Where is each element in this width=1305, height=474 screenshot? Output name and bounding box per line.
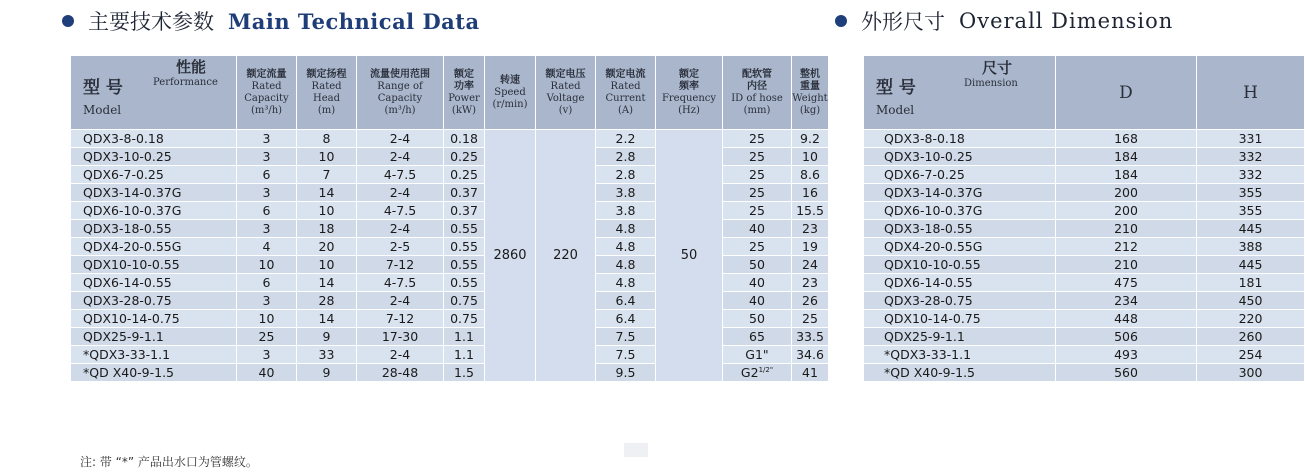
hose-cell bbox=[723, 202, 792, 220]
column-header-unit: (v) bbox=[558, 104, 573, 116]
head-cell: 20 bbox=[297, 238, 357, 256]
model-cell: QDX4-20-0.55G bbox=[71, 238, 237, 256]
h-cell: 260 bbox=[1197, 328, 1305, 346]
capacity-cell: 3 bbox=[237, 220, 297, 238]
hose-value: 65 bbox=[749, 329, 765, 344]
hose-cell bbox=[723, 184, 792, 202]
power-cell: 1.1 bbox=[444, 328, 485, 346]
column-header-en: Speed bbox=[494, 86, 526, 98]
model-cell: QDX3-10-0.25 bbox=[71, 148, 237, 166]
column-header-en: ID of hose bbox=[731, 92, 783, 104]
model-cell: QDX3-8-0.18 bbox=[864, 130, 1056, 148]
capacity-cell: 3 bbox=[237, 148, 297, 166]
current-cell: 3.8 bbox=[596, 202, 656, 220]
column-header-h: H bbox=[1197, 56, 1305, 130]
hose-cell bbox=[723, 220, 792, 238]
power-cell: 1.1 bbox=[444, 346, 485, 364]
column-header-en: Head bbox=[312, 92, 340, 104]
footnote: 注: 带 “*” 产品出水口为管螺纹。 bbox=[80, 455, 258, 469]
table-corner-header: 尺寸 Dimension 型 号 Model bbox=[864, 56, 1056, 130]
weight-cell: 16 bbox=[792, 184, 829, 202]
model-cell: *QDX3-33-1.1 bbox=[71, 346, 237, 364]
table-row bbox=[864, 292, 1305, 310]
column-header-zh: 内径 bbox=[747, 80, 767, 92]
hose-superscript: 1/2" bbox=[758, 365, 774, 374]
column-header-unit: (kW) bbox=[451, 104, 477, 116]
current-cell: 4.8 bbox=[596, 220, 656, 238]
h-cell: 181 bbox=[1197, 274, 1305, 292]
column-header bbox=[357, 56, 444, 130]
capacity-cell: 4 bbox=[237, 238, 297, 256]
h-cell: 331 bbox=[1197, 130, 1305, 148]
head-cell: 14 bbox=[297, 274, 357, 292]
hose-cell bbox=[723, 328, 792, 346]
column-header-en: Capacity bbox=[244, 92, 289, 104]
column-header-zh: 额定 bbox=[679, 68, 699, 80]
range-cell: 2-4 bbox=[357, 148, 444, 166]
model-cell: QDX6-10-0.37G bbox=[864, 202, 1056, 220]
table-row bbox=[864, 238, 1305, 256]
head-cell: 18 bbox=[297, 220, 357, 238]
capacity-cell: 6 bbox=[237, 166, 297, 184]
heading-cn: 主要技术参数 bbox=[88, 10, 214, 34]
head-cell: 33 bbox=[297, 346, 357, 364]
weight-cell: 19 bbox=[792, 238, 829, 256]
weight-cell: 24 bbox=[792, 256, 829, 274]
dimension-table bbox=[863, 55, 1305, 382]
capacity-cell: 3 bbox=[237, 130, 297, 148]
current-cell: 2.8 bbox=[596, 166, 656, 184]
column-header-zh: 额定电流 bbox=[605, 68, 646, 80]
table-row bbox=[864, 184, 1305, 202]
weight-cell: 9.2 bbox=[792, 130, 829, 148]
current-cell: 6.4 bbox=[596, 292, 656, 310]
column-header bbox=[596, 56, 656, 130]
power-cell: 0.55 bbox=[444, 256, 485, 274]
weight-cell: 41 bbox=[792, 364, 829, 382]
model-cell: QDX4-20-0.55G bbox=[864, 238, 1056, 256]
model-cell: QDX10-10-0.55 bbox=[864, 256, 1056, 274]
power-cell: 0.25 bbox=[444, 148, 485, 166]
model-cell: QDX25-9-1.1 bbox=[71, 328, 237, 346]
power-cell: 0.25 bbox=[444, 166, 485, 184]
model-cell: *QD X40-9-1.5 bbox=[71, 364, 237, 382]
model-cell: *QDX3-33-1.1 bbox=[864, 346, 1056, 364]
model-cell: *QD X40-9-1.5 bbox=[864, 364, 1056, 382]
hose-cell bbox=[723, 130, 792, 148]
h-cell: 355 bbox=[1197, 202, 1305, 220]
table-row bbox=[864, 220, 1305, 238]
hose-value: G2 bbox=[740, 365, 759, 380]
weight-cell: 23 bbox=[792, 274, 829, 292]
d-cell: 506 bbox=[1056, 328, 1197, 346]
column-header-zh: 功率 bbox=[454, 80, 474, 92]
column-header-zh: 转速 bbox=[500, 74, 520, 86]
power-cell: 0.75 bbox=[444, 292, 485, 310]
hose-value: 25 bbox=[749, 239, 765, 254]
head-cell: 14 bbox=[297, 310, 357, 328]
model-cell: QDX3-14-0.37G bbox=[864, 184, 1056, 202]
range-cell: 4-7.5 bbox=[357, 202, 444, 220]
weight-cell: 25 bbox=[792, 310, 829, 328]
capacity-cell: 10 bbox=[237, 310, 297, 328]
model-cell: QDX3-10-0.25 bbox=[864, 148, 1056, 166]
hose-value: 25 bbox=[749, 185, 765, 200]
column-header bbox=[444, 56, 485, 130]
head-cell: 10 bbox=[297, 202, 357, 220]
power-cell: 0.37 bbox=[444, 184, 485, 202]
hose-cell bbox=[723, 166, 792, 184]
power-cell: 0.37 bbox=[444, 202, 485, 220]
weight-cell: 34.6 bbox=[792, 346, 829, 364]
column-header-en: Voltage bbox=[546, 92, 585, 104]
h-cell: 332 bbox=[1197, 166, 1305, 184]
head-cell: 14 bbox=[297, 184, 357, 202]
h-cell: 300 bbox=[1197, 364, 1305, 382]
hose-value: 40 bbox=[749, 293, 765, 308]
model-cell: QDX3-28-0.75 bbox=[864, 292, 1056, 310]
d-cell: 184 bbox=[1056, 166, 1197, 184]
head-cell: 9 bbox=[297, 328, 357, 346]
current-cell: 6.4 bbox=[596, 310, 656, 328]
column-header bbox=[723, 56, 792, 130]
hose-value: 25 bbox=[749, 203, 765, 218]
hose-value: 25 bbox=[749, 149, 765, 164]
d-cell: 493 bbox=[1056, 346, 1197, 364]
table-row bbox=[864, 166, 1305, 184]
d-cell: 448 bbox=[1056, 310, 1197, 328]
current-cell: 4.8 bbox=[596, 256, 656, 274]
model-cell: QDX10-14-0.75 bbox=[864, 310, 1056, 328]
model-cell: QDX3-8-0.18 bbox=[71, 130, 237, 148]
model-cell: QDX10-10-0.55 bbox=[71, 256, 237, 274]
column-header-unit: (r/min) bbox=[492, 98, 528, 110]
head-cell: 10 bbox=[297, 256, 357, 274]
voltage-cell: 220 bbox=[536, 130, 596, 382]
main-technical-data-heading bbox=[62, 6, 480, 36]
hose-cell bbox=[723, 148, 792, 166]
column-header-zh: 额定扬程 bbox=[306, 68, 347, 80]
speed-cell: 2860 bbox=[485, 130, 536, 382]
overall-dimension-heading bbox=[835, 6, 1173, 36]
column-header-zh: 重量 bbox=[800, 80, 820, 92]
capacity-cell: 10 bbox=[237, 256, 297, 274]
table-row bbox=[864, 346, 1305, 364]
column-header-en: Rated bbox=[311, 80, 342, 92]
model-cell: QDX3-14-0.37G bbox=[71, 184, 237, 202]
h-cell: 254 bbox=[1197, 346, 1305, 364]
power-cell: 0.18 bbox=[444, 130, 485, 148]
d-cell: 210 bbox=[1056, 220, 1197, 238]
d-cell: 212 bbox=[1056, 238, 1197, 256]
bullet-icon bbox=[835, 15, 847, 27]
range-cell: 4-7.5 bbox=[357, 274, 444, 292]
current-cell: 2.2 bbox=[596, 130, 656, 148]
column-header-unit: (kg) bbox=[799, 104, 821, 116]
range-cell: 7-12 bbox=[357, 310, 444, 328]
model-cell: QDX3-18-0.55 bbox=[864, 220, 1056, 238]
hose-cell bbox=[723, 256, 792, 274]
capacity-cell: 3 bbox=[237, 292, 297, 310]
hose-cell bbox=[723, 238, 792, 256]
power-cell: 0.55 bbox=[444, 220, 485, 238]
model-cell: QDX10-14-0.75 bbox=[71, 310, 237, 328]
current-cell: 3.8 bbox=[596, 184, 656, 202]
table-row bbox=[864, 148, 1305, 166]
column-header-en: Current bbox=[605, 92, 646, 104]
h-cell: 450 bbox=[1197, 292, 1305, 310]
d-cell: 200 bbox=[1056, 184, 1197, 202]
capacity-cell: 25 bbox=[237, 328, 297, 346]
column-header-zh: 流量使用范围 bbox=[370, 68, 430, 80]
column-header-zh: 整机 bbox=[800, 68, 820, 80]
d-cell: 184 bbox=[1056, 148, 1197, 166]
range-cell: 2-5 bbox=[357, 238, 444, 256]
model-cell: QDX6-10-0.37G bbox=[71, 202, 237, 220]
column-header-en: Range of bbox=[377, 80, 423, 92]
range-cell: 2-4 bbox=[357, 184, 444, 202]
column-header-zh: 额定 bbox=[454, 68, 474, 80]
column-header-en: Rated bbox=[610, 80, 641, 92]
hose-value: 25 bbox=[749, 167, 765, 182]
hose-value: 40 bbox=[749, 221, 765, 236]
power-cell: 1.5 bbox=[444, 364, 485, 382]
range-cell: 7-12 bbox=[357, 256, 444, 274]
heading-en: Overall Dimension bbox=[959, 9, 1174, 33]
hose-cell bbox=[723, 310, 792, 328]
d-cell: 234 bbox=[1056, 292, 1197, 310]
weight-cell: 33.5 bbox=[792, 328, 829, 346]
capacity-cell: 6 bbox=[237, 202, 297, 220]
d-cell: 210 bbox=[1056, 256, 1197, 274]
hose-value: 50 bbox=[749, 311, 765, 326]
power-cell: 0.75 bbox=[444, 310, 485, 328]
column-header-unit: (m³/h) bbox=[250, 104, 283, 116]
column-header-en: Frequency bbox=[661, 92, 717, 104]
d-cell: 475 bbox=[1056, 274, 1197, 292]
d-cell: 200 bbox=[1056, 202, 1197, 220]
technical-data-table bbox=[70, 55, 829, 382]
model-cell: QDX3-18-0.55 bbox=[71, 220, 237, 238]
model-cell: QDX6-7-0.25 bbox=[864, 166, 1056, 184]
column-header-en: Rated bbox=[251, 80, 282, 92]
current-cell: 7.5 bbox=[596, 328, 656, 346]
column-header-en: Rated bbox=[550, 80, 581, 92]
h-cell: 220 bbox=[1197, 310, 1305, 328]
hose-cell bbox=[723, 274, 792, 292]
h-cell: 355 bbox=[1197, 184, 1305, 202]
head-cell: 9 bbox=[297, 364, 357, 382]
column-header-unit: (Hz) bbox=[678, 104, 700, 116]
head-cell: 7 bbox=[297, 166, 357, 184]
power-cell: 0.55 bbox=[444, 238, 485, 256]
weight-cell: 10 bbox=[792, 148, 829, 166]
h-cell: 445 bbox=[1197, 256, 1305, 274]
scan-artifact bbox=[624, 443, 648, 457]
column-header-zh: 额定电压 bbox=[545, 68, 586, 80]
table-row bbox=[864, 256, 1305, 274]
column-header bbox=[237, 56, 297, 130]
current-cell: 9.5 bbox=[596, 364, 656, 382]
weight-cell: 23 bbox=[792, 220, 829, 238]
heading-en: Main Technical Data bbox=[228, 8, 480, 34]
table-row bbox=[864, 130, 1305, 148]
column-header-en: Power bbox=[448, 92, 480, 104]
weight-cell: 15.5 bbox=[792, 202, 829, 220]
table-row bbox=[864, 310, 1305, 328]
range-cell: 17-30 bbox=[357, 328, 444, 346]
head-cell: 28 bbox=[297, 292, 357, 310]
h-cell: 388 bbox=[1197, 238, 1305, 256]
model-cell: QDX3-28-0.75 bbox=[71, 292, 237, 310]
power-cell: 0.55 bbox=[444, 274, 485, 292]
range-cell: 28-48 bbox=[357, 364, 444, 382]
capacity-cell: 6 bbox=[237, 274, 297, 292]
hose-value: 50 bbox=[749, 257, 765, 272]
column-header-unit: (m³/h) bbox=[384, 104, 416, 116]
range-cell: 2-4 bbox=[357, 220, 444, 238]
hose-cell bbox=[723, 364, 792, 382]
weight-cell: 26 bbox=[792, 292, 829, 310]
table-row bbox=[71, 130, 829, 148]
bullet-icon bbox=[62, 15, 74, 27]
frequency-cell: 50 bbox=[656, 130, 723, 382]
current-cell: 4.8 bbox=[596, 238, 656, 256]
hose-value: 40 bbox=[749, 275, 765, 290]
column-header bbox=[792, 56, 829, 130]
heading-cn: 外形尺寸 bbox=[861, 10, 945, 34]
current-cell: 2.8 bbox=[596, 148, 656, 166]
current-cell: 7.5 bbox=[596, 346, 656, 364]
column-header-unit: (A) bbox=[617, 104, 634, 116]
column-header-unit: (m) bbox=[317, 104, 336, 116]
head-cell: 10 bbox=[297, 148, 357, 166]
range-cell: 4-7.5 bbox=[357, 166, 444, 184]
d-cell: 560 bbox=[1056, 364, 1197, 382]
table-row bbox=[864, 274, 1305, 292]
h-cell: 332 bbox=[1197, 148, 1305, 166]
column-header bbox=[536, 56, 596, 130]
hose-cell bbox=[723, 346, 792, 364]
column-header bbox=[485, 56, 536, 130]
range-cell: 2-4 bbox=[357, 292, 444, 310]
column-header-zh: 额定流量 bbox=[246, 68, 287, 80]
capacity-cell: 3 bbox=[237, 346, 297, 364]
model-cell: QDX25-9-1.1 bbox=[864, 328, 1056, 346]
table-row bbox=[864, 202, 1305, 220]
current-cell: 4.8 bbox=[596, 274, 656, 292]
column-header bbox=[297, 56, 357, 130]
range-cell: 2-4 bbox=[357, 130, 444, 148]
d-cell: 168 bbox=[1056, 130, 1197, 148]
table-corner-header: 性能 Performance 型 号 Model bbox=[71, 56, 237, 130]
column-header-unit: (mm) bbox=[743, 104, 771, 116]
column-header bbox=[656, 56, 723, 130]
capacity-cell: 3 bbox=[237, 184, 297, 202]
range-cell: 2-4 bbox=[357, 346, 444, 364]
table-row bbox=[864, 364, 1305, 382]
hose-value: 25 bbox=[749, 131, 765, 146]
hose-value: G1" bbox=[745, 347, 769, 362]
column-header-en: Capacity bbox=[377, 92, 423, 104]
column-header-zh: 配软管 bbox=[742, 68, 772, 80]
weight-cell: 8.6 bbox=[792, 166, 829, 184]
model-cell: QDX6-7-0.25 bbox=[71, 166, 237, 184]
table-row bbox=[864, 328, 1305, 346]
column-header-en: Weight bbox=[792, 92, 828, 104]
model-cell: QDX6-14-0.55 bbox=[864, 274, 1056, 292]
model-cell: QDX6-14-0.55 bbox=[71, 274, 237, 292]
hose-cell bbox=[723, 292, 792, 310]
h-cell: 445 bbox=[1197, 220, 1305, 238]
head-cell: 8 bbox=[297, 130, 357, 148]
capacity-cell: 40 bbox=[237, 364, 297, 382]
column-header-d: D bbox=[1056, 56, 1197, 130]
column-header-zh: 频率 bbox=[679, 80, 699, 92]
